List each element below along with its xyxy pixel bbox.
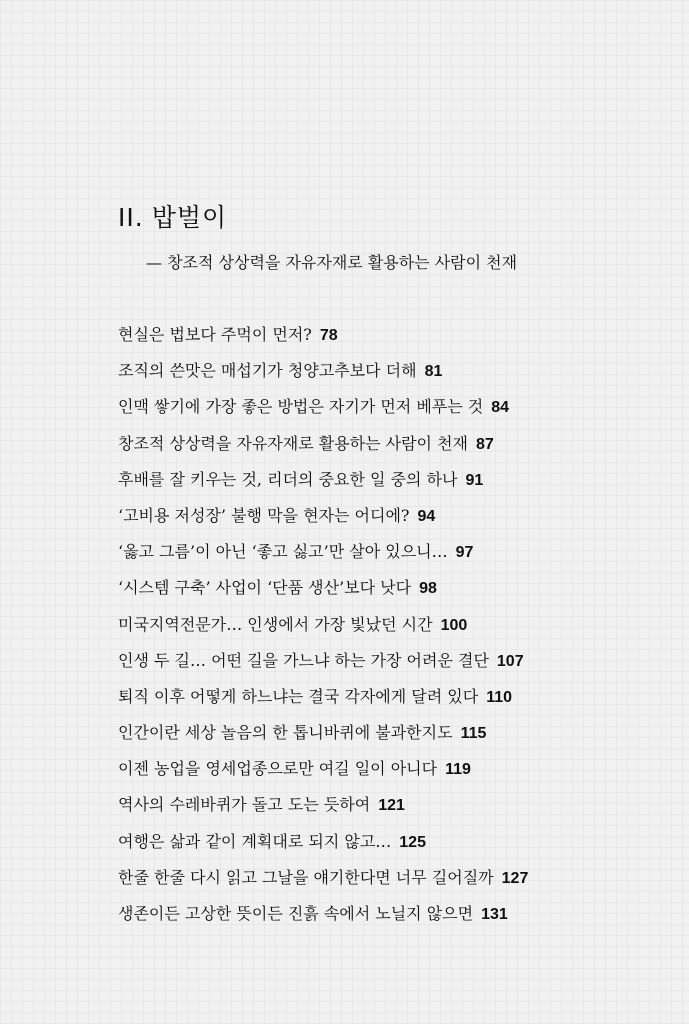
toc-entry-page: 84 xyxy=(491,399,510,417)
toc-entry-page: 125 xyxy=(399,833,426,851)
toc-entry-page: 100 xyxy=(440,616,468,634)
toc-entry-page: 91 xyxy=(465,471,484,489)
toc-entry[interactable] xyxy=(118,756,528,792)
toc-entry-page: 115 xyxy=(460,725,487,743)
toc-entry-title: 퇴직 이후 어떻게 하느냐는 결국 각자에게 달려 있다 xyxy=(118,686,479,706)
toc-entry-title: 인맥 쌓기에 가장 좋은 방법은 자기가 먼저 베푸는 것 xyxy=(118,397,484,417)
toc-entry-title: 인생 두 길… 어떤 길을 가느냐 하는 가장 어려운 결단 xyxy=(118,650,489,670)
toc-entry-page: 131 xyxy=(481,906,508,923)
toc-entry-title: ‘고비용 저성장’ 불행 막을 현자는 어디에? xyxy=(118,505,410,525)
section-heading xyxy=(118,203,227,233)
toc-entry[interactable] xyxy=(118,575,528,611)
toc-entry-page: 127 xyxy=(501,869,529,887)
section-title: 밥벌이 xyxy=(151,203,228,232)
toc-entry-title: 미국지역전문가… 인생에서 가장 빛났던 시간 xyxy=(118,614,433,634)
toc-entry[interactable] xyxy=(118,539,528,575)
toc-entry[interactable] xyxy=(118,865,528,901)
toc-entry-title: 여행은 삶과 같이 계획대로 되지 않고… xyxy=(118,831,392,851)
toc-entry[interactable] xyxy=(118,394,528,430)
toc-entry-page: 97 xyxy=(455,544,474,562)
toc-entry-title: 창조적 상상력을 자유자재로 활용하는 사람이 천재 xyxy=(118,433,469,453)
toc-entry-page: 78 xyxy=(319,327,338,344)
toc-entry-page: 87 xyxy=(476,435,494,453)
toc-entry[interactable] xyxy=(118,612,528,648)
toc-entry-title: ‘시스템 구축’ 사업이 ‘단품 생산’보다 낫다 xyxy=(118,578,412,598)
toc-entry[interactable] xyxy=(118,901,528,937)
toc-entry-title: 조직의 쓴맛은 매섭기가 청양고추보다 더해 xyxy=(118,361,417,381)
toc-entry[interactable] xyxy=(118,684,528,720)
toc-entry-page: 119 xyxy=(445,761,471,779)
table-of-contents xyxy=(118,322,528,937)
toc-entry-page: 110 xyxy=(486,688,512,706)
toc-entry[interactable] xyxy=(118,322,528,358)
toc-entry-title: 한줄 한줄 다시 읽고 그날을 얘기한다면 너무 길어질까 xyxy=(118,867,494,887)
toc-entry-title: 인간이란 세상 놀음의 한 톱니바퀴에 불과한지도 xyxy=(118,723,453,743)
toc-entry[interactable] xyxy=(118,358,528,394)
toc-entry-title: 후배를 잘 키우는 것, 리더의 중요한 일 중의 하나 xyxy=(118,469,458,489)
toc-entry[interactable] xyxy=(118,467,528,503)
section-numeral: II. xyxy=(118,203,144,232)
toc-entry[interactable] xyxy=(118,829,528,865)
section-subtitle: — 창조적 상상력을 자유자재로 활용하는 사람이 천재 xyxy=(146,253,518,272)
toc-entry-page: 81 xyxy=(424,363,443,381)
toc-entry[interactable] xyxy=(118,431,528,467)
toc-entry-title: 현실은 법보다 주먹이 먼저? xyxy=(118,325,312,344)
toc-entry-title: 생존이든 고상한 뜻이든 진흙 속에서 노닐지 않으면 xyxy=(118,904,474,923)
toc-entry-page: 121 xyxy=(378,797,405,815)
toc-entry[interactable] xyxy=(118,648,528,684)
toc-entry-page: 98 xyxy=(419,580,437,598)
toc-entry-page: 94 xyxy=(417,507,436,525)
toc-entry-page: 107 xyxy=(496,652,524,670)
toc-entry[interactable] xyxy=(118,503,528,539)
toc-entry[interactable] xyxy=(118,792,528,828)
toc-entry-title: 이젠 농업을 영세업종으로만 여길 일이 아니다 xyxy=(118,759,438,779)
toc-entry-title: 역사의 수레바퀴가 돌고 도는 듯하여 xyxy=(118,795,371,815)
toc-entry-title: ‘옳고 그름’이 아닌 ‘좋고 싫고’만 살아 있으니… xyxy=(118,542,448,562)
toc-entry[interactable] xyxy=(118,720,528,756)
